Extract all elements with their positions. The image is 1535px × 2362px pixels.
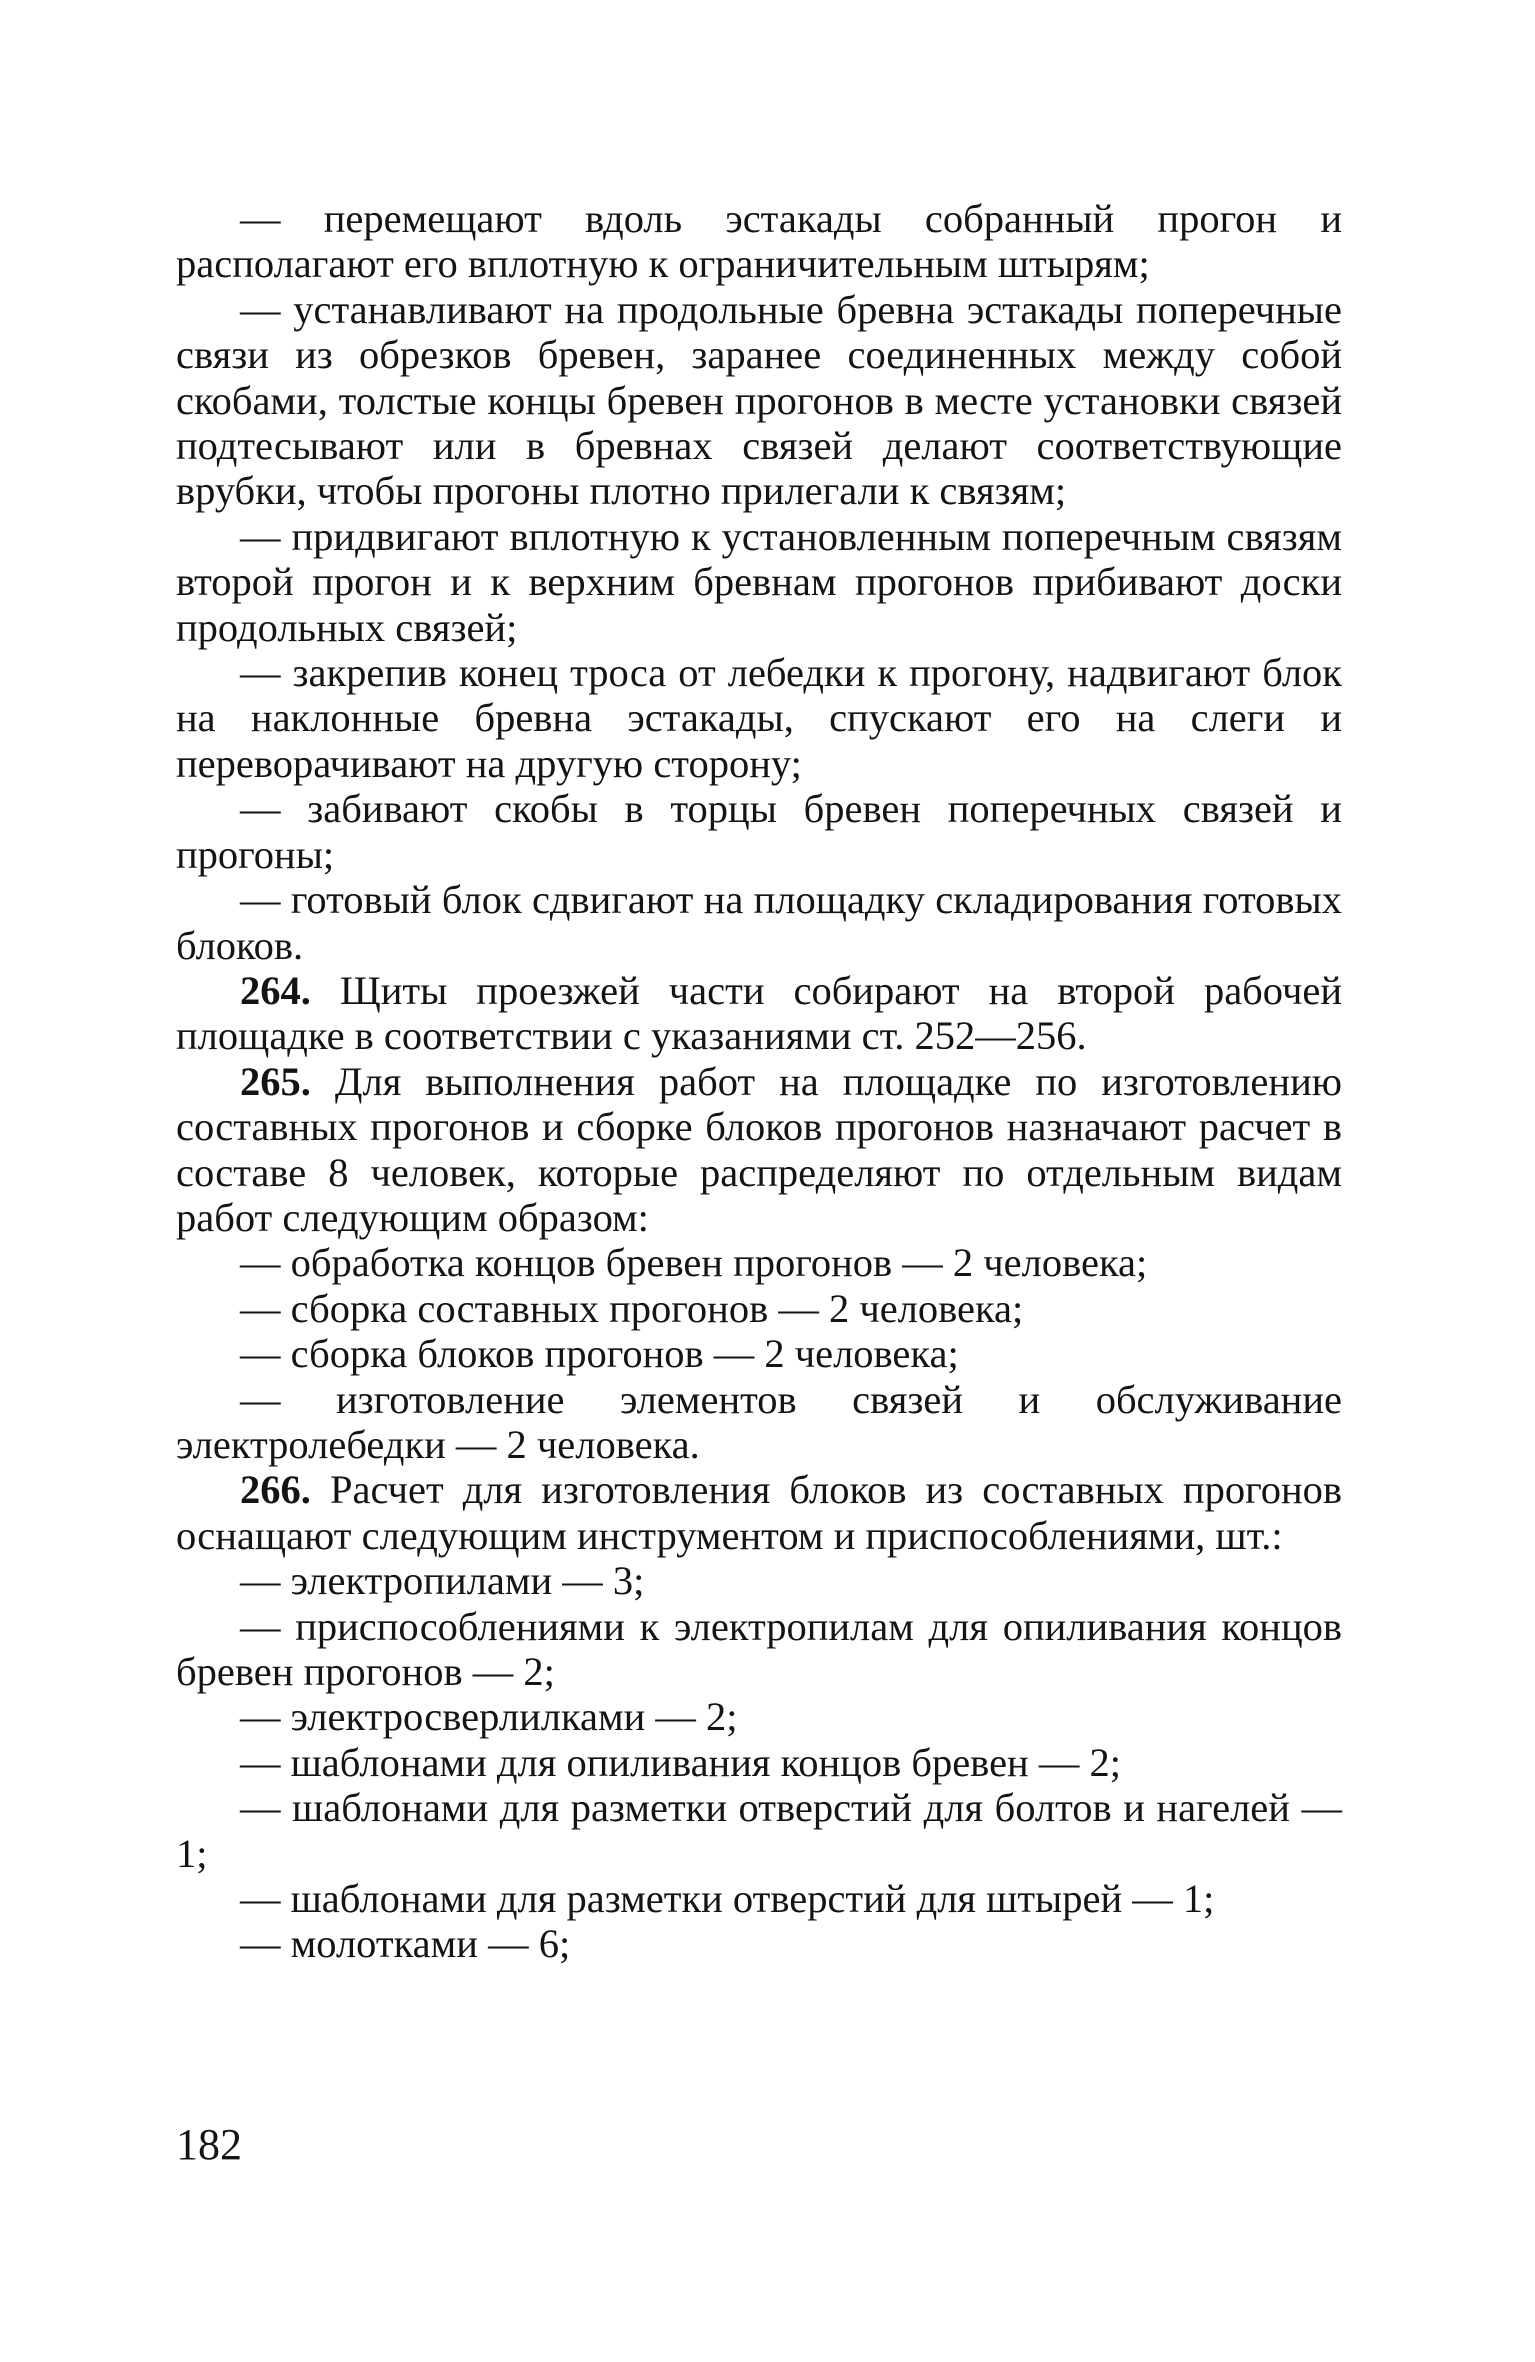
page-body [176, 196, 1342, 1967]
paragraph: — устанавливают на продольные бревна эстакады поперечные связи из обрезков бревен, заранее соединенных между собой скобами, толстые концы бревен прогонов в месте установки связей подтесывают или в бревнах связей делают соответствующие врубки, чтобы прогоны плотно прилегали к связям; [176, 286, 1342, 514]
numbered-paragraph-265: 265. Для выполнения работ на площадке по изготовлению составных прогонов и сборке блоков прогонов назначают расчет в составе 8 человек, которые распределяют по отдельным видам работ следующим образом: [176, 1058, 1342, 1240]
paragraph: — электросверлилками — 2; [240, 1694, 738, 1740]
paragraph: — сборка составных прогонов — 2 человека; [240, 1285, 1024, 1331]
paragraph: — молотками — 6; [240, 1921, 571, 1967]
numbered-paragraph-266: 266. Расчет для изготовления блоков из составных прогонов оснащают следующим инструментом и приспособлениями, шт.: [176, 1467, 1343, 1558]
paragraph: — сборка блоков прогонов — 2 человека; [240, 1331, 959, 1377]
paragraph: — изготовление элементов связей и обслуживание электролебедки — 2 человека. [176, 1376, 1342, 1467]
paragraph: — готовый блок сдвигают на площадку складирования готовых блоков. [176, 877, 1342, 968]
page-number: 182 [176, 2120, 242, 2169]
paragraph: — забивают скобы в торцы бревен поперечных связей и прогоны; [176, 786, 1342, 877]
paragraph: — закрепив конец троса от лебедки к прогону, надвигают блок на наклонные бревна эстакады, спускают его на слеги и переворачивают на другую сторону; [176, 650, 1342, 786]
paragraph: — электропилами — 3; [240, 1558, 645, 1604]
paragraph: — шаблонами для опиливания концов бревен — 2; [240, 1739, 1121, 1785]
paragraph: — приспособлениями к электропилам для опиливания концов бревен прогонов — 2; [176, 1603, 1342, 1694]
paragraph: — шаблонами для разметки отверстий для болтов и нагелей — 1; [176, 1785, 1342, 1876]
paragraph: — перемещают вдоль эстакады собранный прогон и располагают его вплотную к ограничительным штырям; [176, 196, 1342, 287]
paragraph-number: 264. [240, 967, 311, 1013]
paragraph-number: 265. [240, 1058, 311, 1104]
paragraph: — обработка концов бревен прогонов — 2 человека; [240, 1240, 1148, 1286]
paragraph: — шаблонами для разметки отверстий для штырей — 1; [240, 1876, 1215, 1922]
paragraph-number: 266. [240, 1467, 311, 1513]
numbered-paragraph-264: 264. Щиты проезжей части собирают на второй рабочей площадке в соответствии с указаниями ст. 252—256. [176, 967, 1343, 1059]
paragraph: — придвигают вплотную к установленным поперечным связям второй прогон и к верхним бревнам прогонов прибивают доски продольных связей; [176, 513, 1342, 650]
